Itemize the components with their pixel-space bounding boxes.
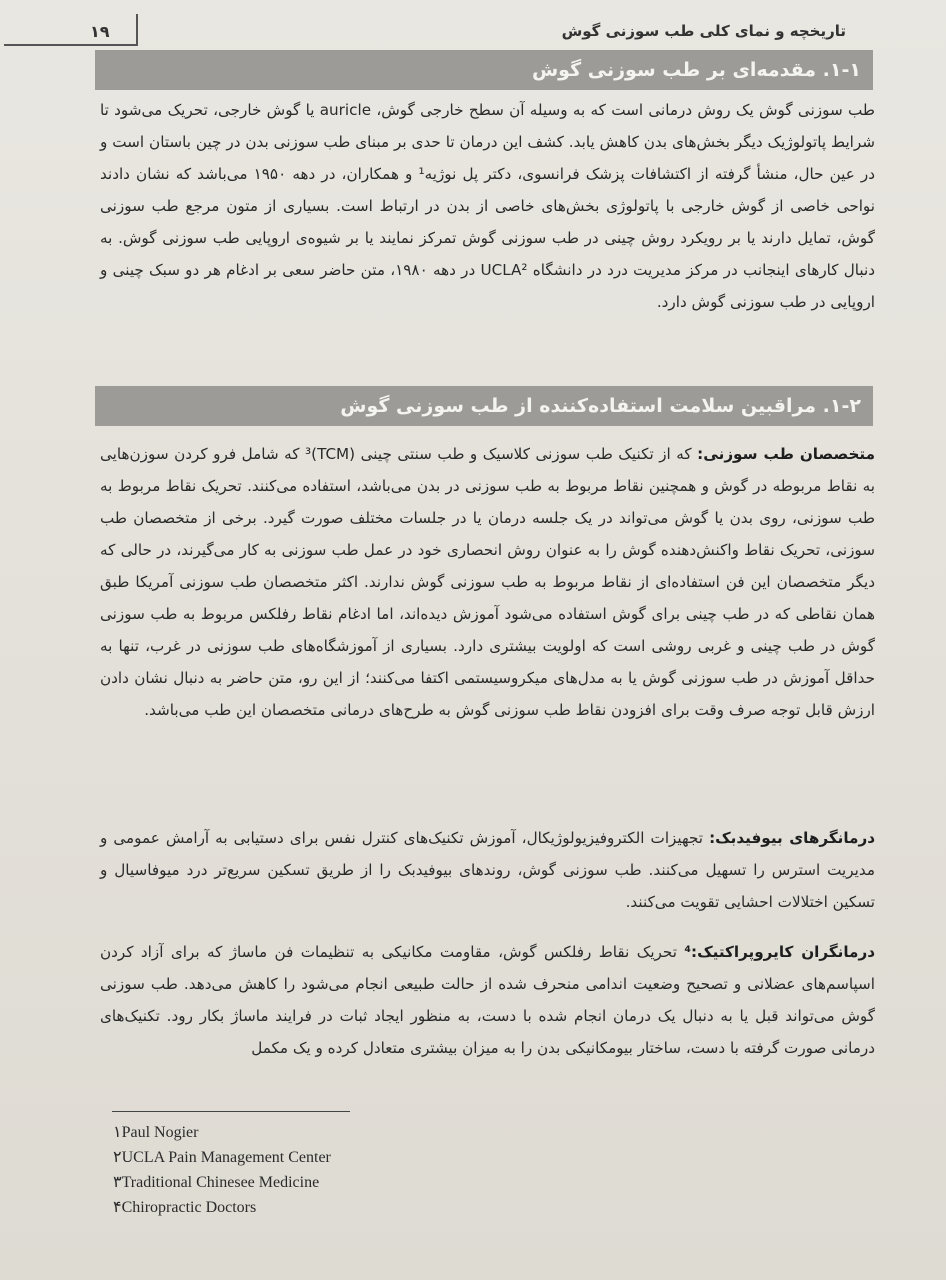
footnote-item: ۳Traditional Chinesee Medicine [113,1174,320,1191]
paragraph-lead: متخصصان طب سوزنی: [697,445,875,463]
chiropractic-paragraph [100,936,875,1064]
section-heading-1-text: ۱-۱. مقدمه‌ای بر طب سوزنی گوش [531,59,861,81]
paragraph-text: تحریک نقاط رفلکس گوش، مقاومت مکانیکی به تنظیمات فن ماساژ که برای آزاد کردن اسپاسم‌های عضلانی و تصحیح وضعیت اندامی منحرف شده از حالت طبیعی انجام می‌شود را کاهش می‌دهد. طب سوزنی گوش می‌تواند قبل یا به دنبال یک درمان انجام شده با دست، به منظور ایجاد ثبات در فرایند ماساژ بکار رود. تکنیک‌های درمانی صورت گرفته با دست، ساختار بیومکانیکی بدن را به میزان بیشتری متعادل کرده و یک مکمل [100,943,875,1057]
page-number: ۱۹ [90,21,110,41]
footnote-item: ۲UCLA Pain Management Center [113,1149,331,1166]
section-heading-1 [95,50,873,90]
header-rule-vertical [136,14,138,46]
section-1-paragraph [100,94,875,318]
running-title: تاریخچه و نمای کلی طب سوزنی گوش [561,22,846,40]
acupuncturists-paragraph [100,438,875,726]
running-header [90,16,846,46]
footnote-item: ۱Paul Nogier [113,1124,199,1141]
header-rule [4,44,138,46]
paragraph-text: که از تکنیک طب سوزنی کلاسیک و طب سنتی چینی (TCM)³ که شامل فرو کردن سوزن‌هایی به نقاط مربوطه در گوش و همچنین نقاط مربوط به طب سوزنی در بدن می‌باشد، استفاده می‌کنند. تحریک نقاط مربوط به طب سوزنی، روی بدن یا گوش می‌تواند در یک جلسه درمان یا در جلسات مختلف صورت گیرد. برخی از متخصصان طب سوزنی، تحریک نقاط واکنش‌دهنده گوش را به عنوان روش انحصاری خود در عمل طب سوزنی به کار می‌گیرند، در حالی که دیگر متخصصان این فن استفاده‌ای از نقاط مربوط به طب سوزنی گوش ندارند. اکثر متخصصان طب سوزنی آمریکا طبق همان نقاطی که در طب چینی برای گوش استفاده می‌شود آموزش دیده‌اند، اما ادغام نقاط رفلکس مربوط به طب سوزنی گوش در طب چینی و غربی روشی است که اولویت بیشتری دارد. بسیاری از آموزشگاه‌های طب سوزنی در غرب، تنها به حداقل آموزش در طب سوزنی گوش یا به مدل‌های میکروسیستمی اکتفا می‌کنند؛ از این رو، متن حاضر به دنبال نشان دادن ارزش قابل توجه صرف وقت برای افزودن نقاط طب سوزنی گوش به طرح‌های درمانی متخصصان این طب می‌باشد. [100,445,875,719]
paragraph-lead: درمانگران کایروپراکتیک:⁴ [684,943,875,961]
biofeedback-paragraph [100,822,875,918]
section-heading-2 [95,386,873,426]
footnote-rule [112,1111,350,1112]
footnote-item: ۴Chiropractic Doctors [113,1199,257,1216]
paragraph-lead: درمانگرهای بیوفیدبک: [709,829,875,847]
footnotes [113,1120,513,1220]
paragraph-text: طب سوزنی گوش یک روش درمانی است که به وسیله آن سطح خارجی گوش، auricle یا گوش خارجی، تحریک می‌شود تا شرایط پاتولوژیک دیگر بخش‌های بدن کاهش یابد. کشف این درمان تا حدی بر مبنای طب سوزنی بدن در چین باستان است و در عین حال، منشأ گرفته از اکتشافات پزشک فرانسوی، دکتر پل نوژیه¹ و همکاران، در دهه ۱۹۵۰ می‌باشد که نشان دادند نواحی خاصی از گوش خارجی با پاتولوژی بخش‌های خاصی از بدن در ارتباط است. بسیاری از متون مرجع طب سوزنی گوش، تمایل دارند یا بر رویکرد روش چینی در طب سوزنی گوش تمرکز نمایند یا بر شیوه‌ی اروپایی طب سوزنی گوش. به دنبال کارهای اینجانب در مرکز مدیریت درد در دانشگاه UCLA² در دهه ۱۹۸۰، متن حاضر سعی بر ادغام هر دو سبک چینی و اروپایی در طب سوزنی گوش دارد. [100,101,876,311]
paragraph-text: تجهیزات الکتروفیزیولوژیکال، آموزش تکنیک‌های کنترل نفس برای دستیابی به آرامش عمومی و مدیریت استرس را تسهیل می‌کنند. طب سوزنی گوش، روندهای بیوفیدبک را از طریق تسکین سریع‌تر درد میوفاسیال و تسکین اختلالات احشایی تقویت می‌کنند. [100,829,875,911]
section-heading-2-text: ۱-۲. مراقبین سلامت استفاده‌کننده از طب سوزنی گوش [340,395,861,417]
